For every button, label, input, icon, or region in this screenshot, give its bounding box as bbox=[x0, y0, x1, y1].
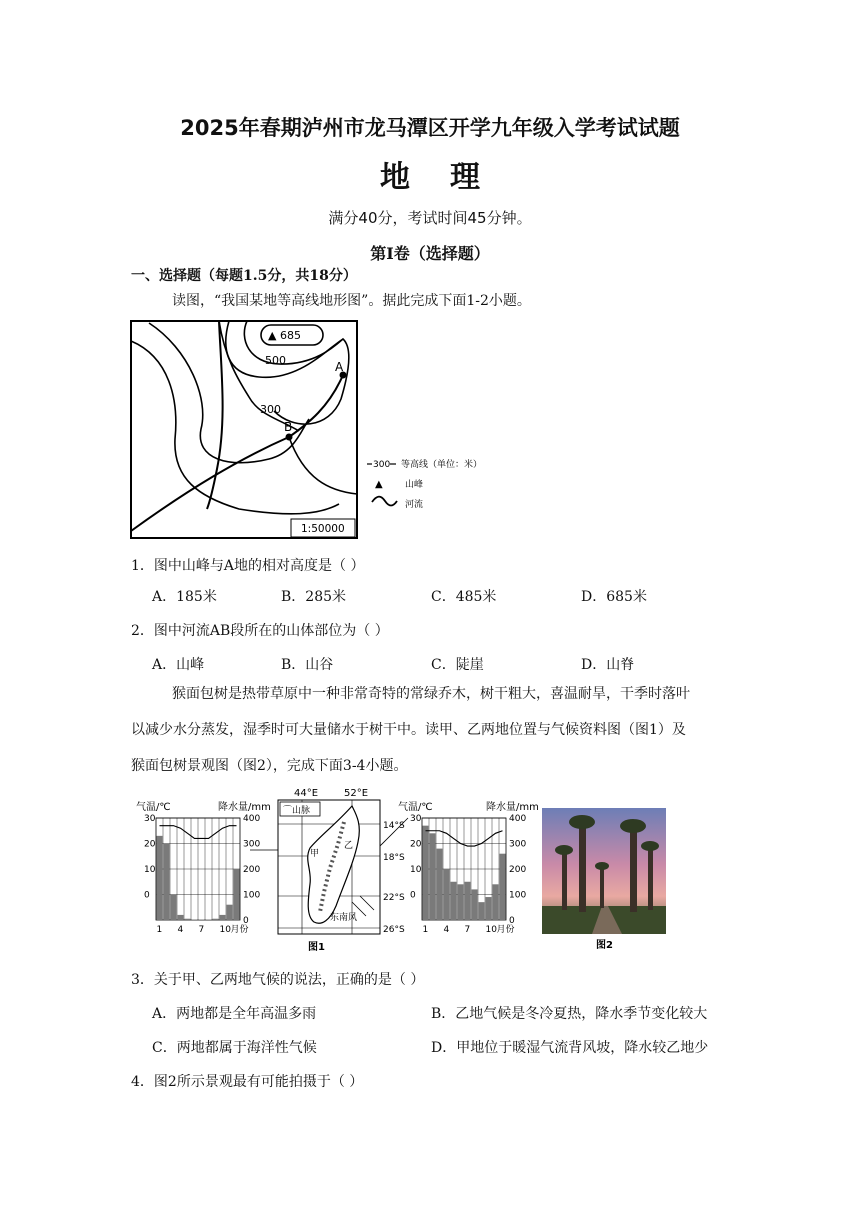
jia-temp-tick: 10 bbox=[144, 865, 156, 875]
jia-temp-axis-title: 气温/℃ bbox=[136, 802, 171, 813]
q1-option-b: B．285米 bbox=[281, 589, 347, 605]
baobab-trunk-3 bbox=[562, 852, 567, 910]
point-b-label: B bbox=[284, 420, 293, 434]
part-title: 第Ⅰ卷（选择题） bbox=[370, 244, 490, 263]
lat-14-label: 14°S bbox=[383, 821, 405, 831]
lat-22-label: 22°S bbox=[383, 893, 405, 903]
yi-precip-tick: 0 bbox=[509, 916, 515, 926]
exam-note: 满分40分，考试时间45分钟。 bbox=[328, 209, 532, 227]
jia-month-unit: 月份 bbox=[230, 925, 249, 935]
yi-precip-axis-title: 降水量/mm bbox=[486, 802, 539, 813]
q3-option-c: C．两地都属于海洋性气候 bbox=[152, 1040, 317, 1056]
label-yi: 乙 bbox=[344, 841, 354, 851]
yi-precip-tick: 400 bbox=[509, 814, 527, 824]
jia-month-tick: 7 bbox=[198, 925, 205, 935]
yi-month-tick: 7 bbox=[464, 925, 471, 935]
passage-line-1: 猴面包树是热带草原中一种非常奇特的常绿乔木，树干粗大，喜温耐旱，干季时落叶 bbox=[172, 686, 690, 702]
exam-title: 2025年春期泸州市龙马潭区开学九年级入学考试试题 bbox=[180, 116, 680, 140]
jia-month-tick: 10 bbox=[219, 925, 231, 935]
yi-precip-bar bbox=[479, 902, 485, 920]
yi-temp-axis-title: 气温/℃ bbox=[398, 802, 433, 813]
jia-precip-bar bbox=[227, 905, 233, 920]
yi-temp-tick: 20 bbox=[410, 839, 422, 850]
yi-precip-bar bbox=[451, 882, 457, 920]
yi-month-tick: 4 bbox=[443, 925, 450, 935]
yi-precip-bar bbox=[423, 826, 429, 920]
yi-precip-tick: 200 bbox=[509, 865, 527, 875]
baobab-photo bbox=[542, 808, 666, 951]
baobab-crown-3 bbox=[555, 845, 573, 855]
baobab-trunk-5 bbox=[600, 868, 604, 908]
jia-precip-tick: 400 bbox=[243, 814, 261, 824]
jia-precip-bar bbox=[157, 836, 163, 920]
contour-300-label: 300 bbox=[260, 403, 281, 416]
jia-precip-bar bbox=[213, 919, 219, 920]
jia-precip-bar bbox=[192, 919, 198, 920]
baobab-crown-4 bbox=[641, 841, 659, 851]
jia-precip-bar bbox=[164, 844, 170, 921]
legend-contour-sample: 300 bbox=[373, 460, 391, 470]
baobab-crown-5 bbox=[595, 862, 609, 870]
wind-label: 东南风 bbox=[330, 913, 358, 923]
jia-precip-bar bbox=[220, 915, 226, 920]
jia-month-tick: 1 bbox=[156, 925, 163, 935]
yi-precip-bar bbox=[500, 854, 506, 920]
passage-line-3: 猴面包树景观图（图2），完成下面3-4小题。 bbox=[131, 758, 408, 774]
legend-river-text: 河流 bbox=[405, 500, 424, 510]
climate-chart-yi bbox=[398, 800, 539, 935]
q3-option-a: A．两地都是全年高温多雨 bbox=[152, 1006, 317, 1022]
jia-precip-bar bbox=[171, 895, 177, 921]
q1-option-d: D．685米 bbox=[581, 589, 647, 605]
yi-month-tick: 1 bbox=[422, 925, 429, 935]
climate-chart-jia bbox=[136, 800, 271, 935]
jia-precip-tick: 200 bbox=[243, 865, 261, 875]
jia-precip-tick: 300 bbox=[243, 839, 261, 850]
jia-precip-bar bbox=[178, 915, 184, 920]
intro-1-2: 读图，“我国某地等高线地形图”。据此完成下面1-2小题。 bbox=[172, 293, 531, 309]
baobab-trunk-1 bbox=[579, 824, 586, 912]
legend-peak-text: 山峰 bbox=[405, 480, 424, 490]
yi-precip-tick: 100 bbox=[509, 890, 527, 901]
q2-option-b: B．山谷 bbox=[281, 657, 334, 673]
jia-precip-bar bbox=[199, 919, 205, 920]
q1-stem: 1．图中山峰与A地的相对高度是（ ） bbox=[131, 558, 365, 574]
jia-precip-bar bbox=[206, 919, 212, 920]
legend-river-icon bbox=[372, 497, 397, 506]
yi-precip-bar bbox=[444, 869, 450, 920]
contour-500-label: 500 bbox=[265, 354, 286, 367]
jia-precip-bar bbox=[234, 869, 240, 920]
baobab-crown-2 bbox=[620, 819, 646, 833]
madagascar-map bbox=[250, 788, 408, 953]
baobab-crown-1 bbox=[569, 815, 595, 829]
section-heading: 一、选择题（每题1.5分，共18分） bbox=[131, 268, 357, 284]
yi-month-unit: 月份 bbox=[496, 925, 515, 935]
contour-map bbox=[129, 319, 489, 541]
q2-option-a: A．山峰 bbox=[152, 657, 205, 673]
jia-temp-tick: 0 bbox=[144, 890, 150, 901]
point-b-marker bbox=[286, 434, 293, 441]
yi-month-tick: 10 bbox=[485, 925, 497, 935]
lon-52: 52°E bbox=[344, 788, 369, 799]
passage-line-2: 以减少水分蒸发，湿季时可大量储水于树干中。读甲、乙两地位置与气候资料图（图1）及 bbox=[131, 722, 686, 738]
q1-option-a: A．185米 bbox=[152, 589, 217, 605]
lat-18-label: 18°S bbox=[383, 853, 405, 863]
yi-precip-bar bbox=[472, 889, 478, 920]
q4-stem: 4．图2所示景观最有可能拍摄于（ ） bbox=[131, 1074, 364, 1090]
yi-temp-tick: 10 bbox=[410, 865, 422, 875]
lon-44: 44°E bbox=[294, 788, 319, 799]
yi-precip-bar bbox=[465, 882, 471, 920]
legend-peak-icon: ▲ bbox=[375, 479, 383, 490]
legend-contour-text: 等高线（单位：米） bbox=[401, 460, 483, 470]
q3-option-b: B．乙地气候是冬冷夏热，降水季节变化较大 bbox=[431, 1006, 708, 1022]
yi-precip-tick: 300 bbox=[509, 839, 527, 850]
figure-climate-and-map bbox=[130, 788, 670, 956]
yi-precip-bar bbox=[430, 833, 436, 920]
label-jia: 甲 bbox=[310, 849, 320, 859]
mountain-legend-text: 山脉 bbox=[292, 806, 311, 816]
jia-month-tick: 4 bbox=[177, 925, 184, 935]
yi-temp-tick: 30 bbox=[410, 814, 422, 824]
yi-temp-tick: 0 bbox=[410, 890, 416, 901]
figure1-caption: 图1 bbox=[308, 942, 325, 953]
yi-precip-bar bbox=[458, 884, 464, 920]
figure2-caption: 图2 bbox=[596, 940, 613, 951]
baobab-trunk-4 bbox=[648, 848, 653, 910]
q2-stem: 2．图中河流AB段所在的山体部位为（ ） bbox=[131, 623, 389, 639]
yi-precip-bar bbox=[493, 884, 499, 920]
jia-precip-tick: 100 bbox=[243, 890, 261, 901]
q1-option-c: C．485米 bbox=[431, 589, 497, 605]
mountain-legend-icon: ⌒ bbox=[283, 806, 293, 816]
jia-temp-tick: 30 bbox=[144, 814, 156, 824]
subject-title: 地理 bbox=[380, 160, 520, 195]
q3-stem: 3．关于甲、乙两地气候的说法，正确的是（ ） bbox=[131, 972, 425, 988]
map-scale: 1:50000 bbox=[301, 523, 345, 535]
yi-precip-bar bbox=[486, 897, 492, 920]
q2-option-c: C．陡崖 bbox=[431, 657, 484, 673]
jia-precip-axis-title: 降水量/mm bbox=[218, 802, 271, 813]
lat-26-label: 26°S bbox=[383, 925, 405, 935]
yi-precip-bar bbox=[437, 849, 443, 920]
peak-label: ▲ 685 bbox=[268, 329, 301, 342]
jia-temp-tick: 20 bbox=[144, 839, 156, 850]
q2-option-d: D．山脊 bbox=[581, 657, 635, 673]
jia-precip-tick: 0 bbox=[243, 916, 249, 926]
point-a-label: A bbox=[335, 360, 344, 374]
baobab-trunk-2 bbox=[630, 828, 637, 912]
q3-option-d: D．甲地位于暖湿气流背风坡，降水较乙地少 bbox=[431, 1040, 709, 1056]
jia-precip-bar bbox=[185, 919, 191, 920]
